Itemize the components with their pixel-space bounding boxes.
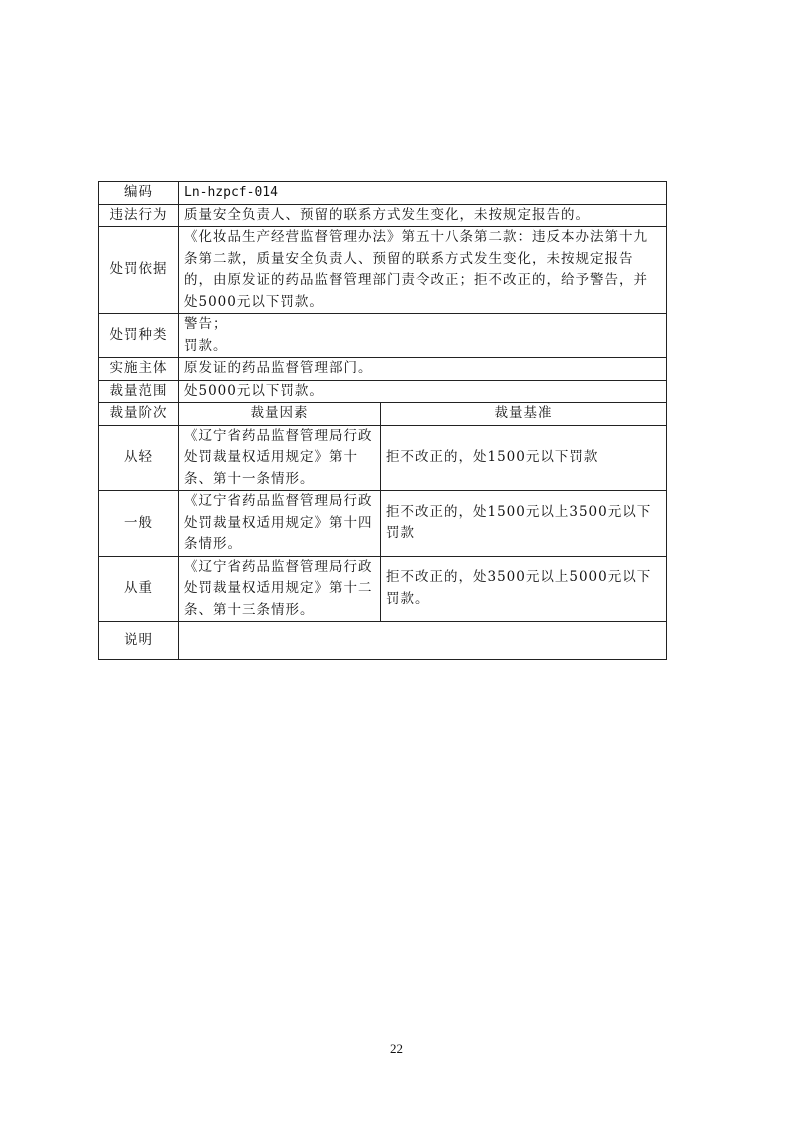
basis-label: 处罚依据 [99,227,179,314]
penalty-type-value [179,314,667,358]
level-factor: 《辽宁省药品监督管理局行政处罚裁量权适用规定》第十二条、第十三条情形。 [179,556,381,622]
row-penalty-type [99,314,667,358]
page-number: 22 [390,1041,403,1056]
level-name: 从重 [99,556,179,622]
row-range [99,380,667,403]
violation-label: 违法行为 [99,204,179,227]
subject-label: 实施主体 [99,358,179,381]
level-name: 一般 [99,491,179,557]
penalty-type-label: 处罚种类 [99,314,179,358]
row-level-heavy [99,556,667,622]
range-value: 处5000元以下罚款。 [179,380,667,403]
row-note [99,622,667,660]
level-standard: 拒不改正的，处1500元以上3500元以下罚款 [381,491,667,557]
level-label: 裁量阶次 [99,403,179,426]
row-level-general [99,491,667,557]
penalty-type-fine: 罚款。 [184,337,228,354]
row-subject [99,358,667,381]
violation-value: 质量安全负责人、预留的联系方式发生变化，未按规定报告的。 [179,204,667,227]
level-standard: 拒不改正的，处1500元以下罚款 [381,425,667,491]
row-level-header [99,403,667,426]
standard-header: 裁量基准 [381,403,667,426]
level-factor: 《辽宁省药品监督管理局行政处罚裁量权适用规定》第十四条情形。 [179,491,381,557]
level-standard: 拒不改正的，处3500元以上5000元以下罚款。 [381,556,667,622]
note-label: 说明 [99,622,179,660]
range-label: 裁量范围 [99,380,179,403]
factor-header: 裁量因素 [179,403,381,426]
penalty-type-warning: 警告； [184,316,228,332]
penalty-discretion-table [98,181,667,660]
level-factor: 《辽宁省药品监督管理局行政处罚裁量权适用规定》第十条、第十一条情形。 [179,425,381,491]
row-level-light [99,425,667,491]
row-violation [99,204,667,227]
basis-value: 《化妆品生产经营监督管理办法》第五十八条第二款：违反本办法第十九条第二款，质量安全负责人、预留的联系方式发生变化，未按规定报告的，由原发证的药品监督管理部门责令改正；拒不改正的，给予警告，并处5000元以下罚款。 [179,227,667,314]
code-value: Ln-hzpcf-014 [179,182,667,205]
row-basis [99,227,667,314]
level-name: 从轻 [99,425,179,491]
note-value [179,622,667,660]
subject-value: 原发证的药品监督管理部门。 [179,358,667,381]
code-label: 编码 [99,182,179,205]
row-code [99,182,667,205]
